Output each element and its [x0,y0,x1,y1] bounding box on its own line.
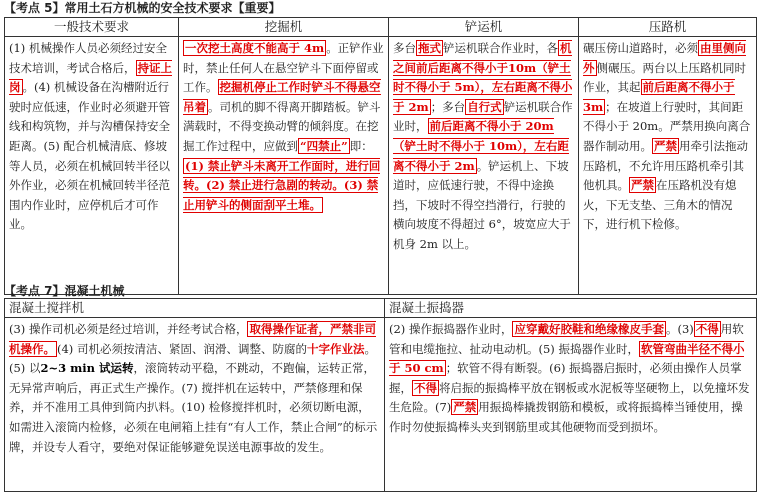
highlight-prohibition-list: (1) 禁止铲斗未离开工作面时，进行回转。(2) 禁止进行急剧的转动。(3) 禁止用铲斗的侧面刮平土堆。 [183,158,381,212]
highlight-operator-license: 取得操作证者，严禁非司机操作。 [9,322,376,356]
highlight-towed-type: 拖式 [418,41,441,55]
text-segment: 将启振的振捣棒平放在钢板或水泥板等坚硬物上，以免撞坏发生危险。(7) [389,380,750,415]
text-segment: 用牵引法拖动压路机，不允许用压路机牵引其他机具。 [583,138,748,193]
text-segment: 侧碾压。两台以上压路机同时作业，其起 [583,60,746,95]
header-scraper: 铲运机 [389,18,579,37]
general-requirements-cell [5,37,179,295]
text-segment: (1) 机械操作人员必须经过安全技术培训，考试合格后， [9,41,167,75]
highlight-must-not: 不得 [414,380,437,395]
text-segment: ；在坡道上行驶时，其间距不得小于 20m。严禁用换向离合器作制动用。 [583,99,751,153]
section-7-heading: 【考点 7】混凝土机械 [4,284,125,298]
header-concrete-mixer: 混凝土搅拌机 [5,299,385,318]
text-segment: (3) 操作司机必须是经过培训，并经考试合格， [9,322,248,336]
highlight-towed-distance: 机之间前后距离不得小于10m（铲土时不得小于 5m），左右距离不得小于 2m [393,41,573,114]
highlight-prohibited: 严禁 [654,138,677,153]
highlight-ten-word-method: 十字作业法 [306,341,365,356]
highlight-bucket-stop: 挖掘机停止工作时铲斗不得悬空吊着 [183,80,381,114]
text-segment: 铲运机联合作业时， [393,99,573,134]
highlight-dig-height: 一次挖土高度不能高于 4m [185,41,325,55]
text-segment: 。(3) [665,322,694,336]
text-segment: 在压路机没有熄火，下无支垫、三角木的情况下，进行机下检修。 [583,178,737,232]
text-segment: (4) 司机必须按清洁、紧固、润滑、调整、防腐的 [57,341,307,356]
concrete-machinery-table [4,298,757,492]
text-segment: 即： [349,138,373,153]
highlight-bend-radius: 软管弯曲半径不得小于 50 cm [389,341,745,376]
text-segment: 。正铲作业时，禁止任何人在悬空铲斗下面停留或工作。 [183,41,384,95]
concrete-mixer-cell [5,318,385,492]
highlight-roller-distance: 前后距离不得小于 3m [583,80,735,114]
text-segment: 。(4) 机械设备在沟槽附近行驶时应低速，作业时必须避开管线和构筑物，并与沟槽保持安全距离。(5) 配合机械清底、修坡等人员，必须在机械回转半径以外作业，必须在机械回转半径范围内作业时，应停机后才可作业。 [9,80,170,232]
scraper-cell [389,37,579,295]
text-segment: 。(5) 以 [9,341,376,376]
text-segment: ；软管不得有断裂。(6) 振捣器启振时，必须由操作人员掌握， [389,361,742,395]
highlight-self-propelled-distance: 前后距离不得小于 20m（铲土时不得小于 10m），左右距离不得小于 2m [393,119,569,173]
header-general-requirements: 一般技术要求 [5,18,179,37]
text-segment: ；多台 [430,99,466,114]
text-segment: 。司机的脚不得离开脚踏板。铲斗满载时，不得变换动臂的倾斜度。在挖掘工作过程中，应做到 [183,99,381,153]
earthwork-machinery-table [4,17,757,295]
highlight-must-not: 不得 [695,322,719,336]
text-segment: 用软管和电缆拖拉、扯动电动机。(5) 振捣器作业时， [389,322,744,356]
highlight-self-propelled: 自行式 [467,99,502,114]
text-segment: 。铲运机上、下坡道时，应低速行驶，不得中途换挡，下坡时不得空挡滑行，行驶的横向坡度不得超过 6°，坡宽应大于机身 2m 以上。 [393,158,571,251]
concrete-vibrator-cell [385,318,757,492]
header-concrete-vibrator: 混凝土振捣器 [385,299,757,318]
highlight-inside-out: 由里侧向外 [583,41,746,75]
highlight-four-prohibitions: “四禁止” [300,138,348,153]
section-5-heading: 【考点 5】常用土石方机械的安全技术要求【重要】 [4,1,281,15]
text-segment: ，滚筒转动平稳，不跳动，不跑偏，运转正常，无异常声响后，再正式生产操作。(7) 搅拌机在运转中，严禁修理和保养，并不准用工具伸到筒内扒料。(10) 检修搅拌机时，必须切断电源，如需进入滚筒内检修，必须在电闸箱上挂有“有人工作，禁止合闸”的标示牌，并设专人看守，要绝对保证能够避免误送电源事故的发生。 [9,361,378,454]
highlight-prohibited: 严禁 [631,178,654,193]
text-segment: 碾压傍山道路时，必须 [583,41,698,55]
road-roller-cell [579,37,757,295]
highlight-prohibited: 严禁 [453,400,477,415]
highlight-protective-gear: 应穿戴好胶鞋和绝缘橡皮手套 [514,322,664,336]
text-segment: 多台 [393,41,416,55]
excavator-cell [179,37,389,295]
highlight-trial-run: 2~3 min 试运转 [40,361,134,376]
text-segment: (2) 操作振捣器作业时， [389,322,513,336]
text-segment: 铲运机联合作业时，各 [443,41,558,55]
header-road-roller: 压路机 [579,18,757,37]
highlight-certified: 持证上岗 [9,60,172,95]
header-excavator: 挖掘机 [179,18,389,37]
text-segment: 用振捣棒撬拨钢筋和模板，或将振捣棒当锤使用，操作时勿使振捣棒头夹到钢筋里或其他硬物而受到损坏。 [389,400,743,434]
